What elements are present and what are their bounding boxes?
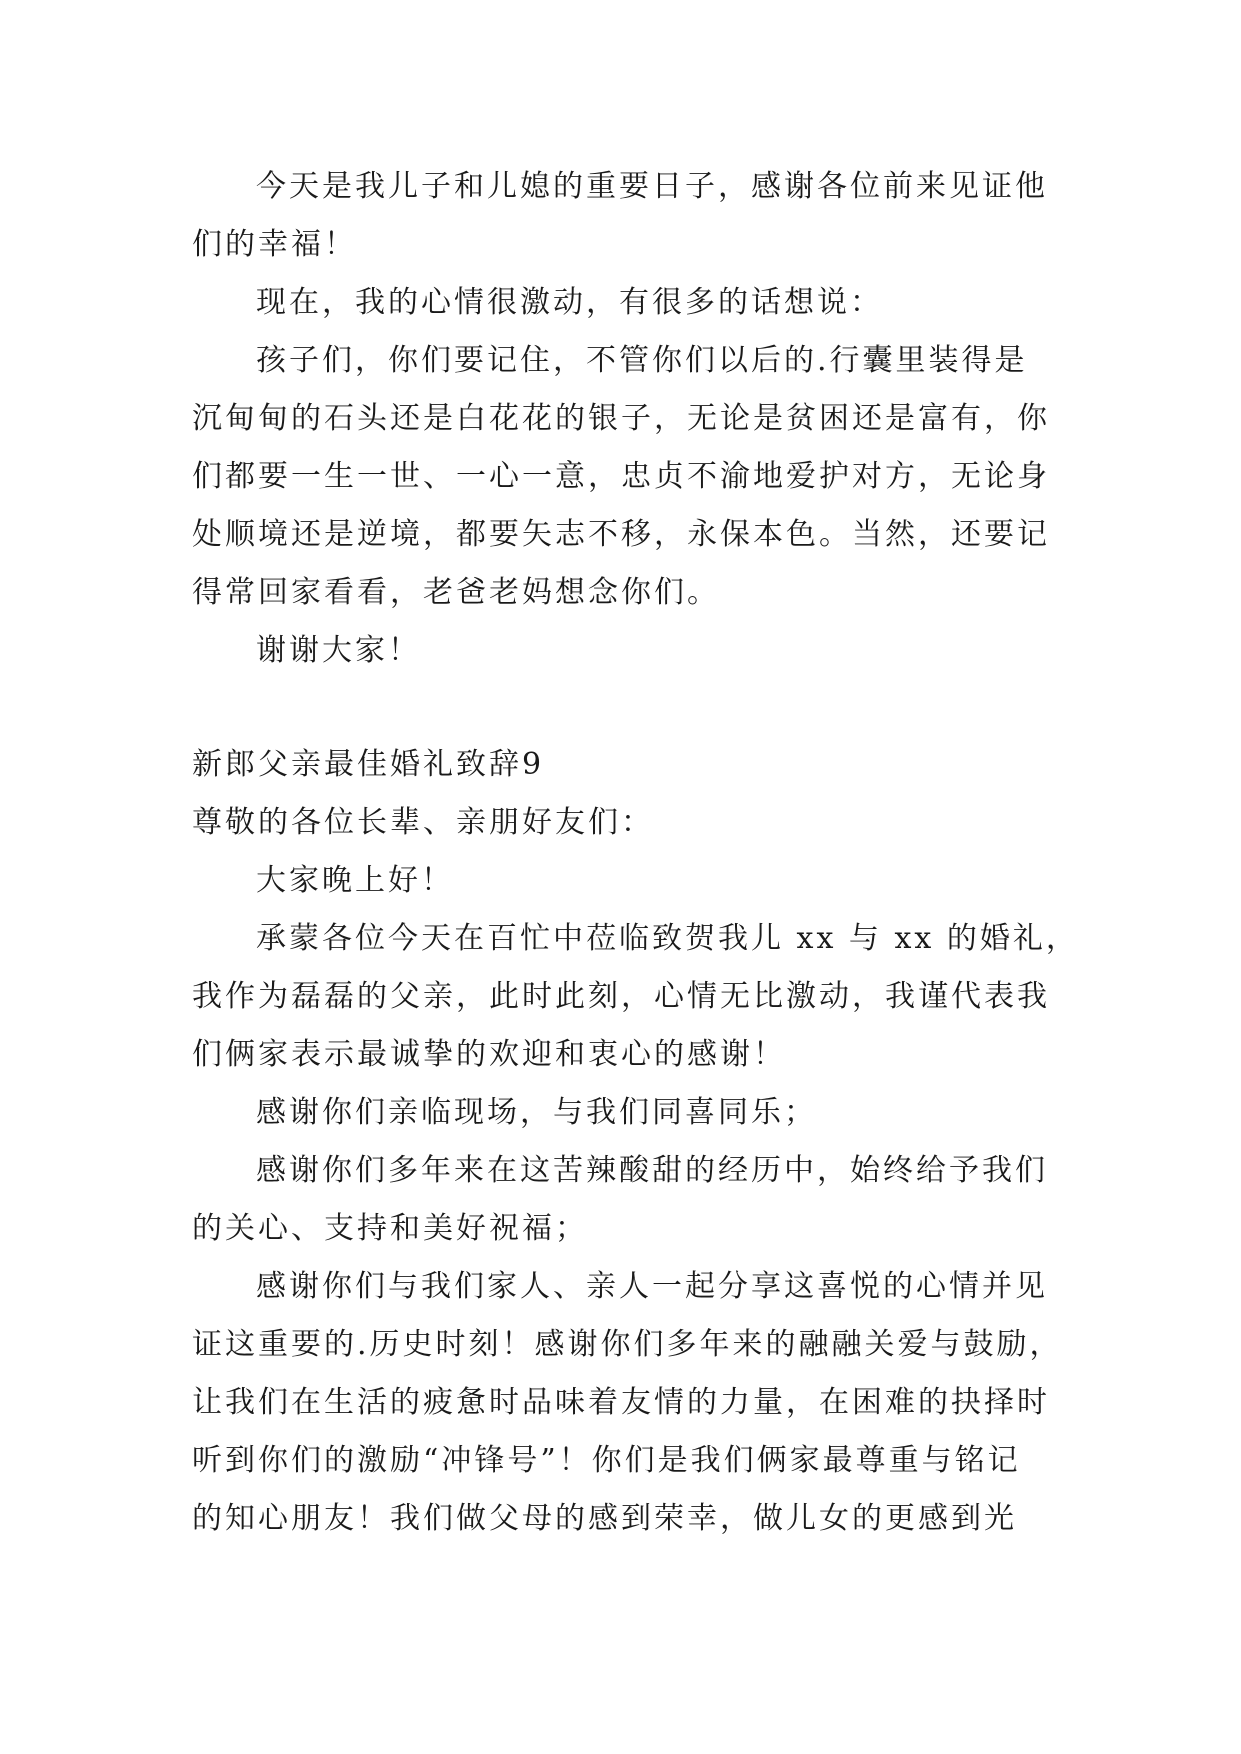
text-line: 们的幸福！ (192, 227, 357, 262)
section-title: 新郎父亲最佳婚礼致辞9 (192, 747, 545, 782)
paragraph-advice (192, 332, 1060, 622)
paragraph-welcome (192, 910, 1079, 1084)
text-line: 孩子们，你们要记住，不管你们以后的.行囊里装得是 (256, 343, 1028, 378)
text-line: 们都要一生一世、一心一意，忠贞不渝地爱护对方，无论身 (192, 459, 1050, 494)
text-line: 听到你们的激励“冲锋号”！你们是我们俩家最尊重与铭记 (192, 1443, 1021, 1478)
paragraph-thanks (192, 622, 1060, 680)
paragraph-gratitude (192, 158, 1060, 274)
text-line: 感谢你们亲临现场，与我们同喜同乐； (256, 1095, 817, 1130)
text-line: 今天是我儿子和儿媳的重要日子，感谢各位前来见证他 (256, 169, 1048, 204)
text-line: 沉甸甸的石头还是白花花的银子，无论是贫困还是富有，你 (192, 401, 1050, 436)
paragraph-feelings (192, 274, 1060, 332)
paragraph-greeting (192, 852, 1060, 910)
text-line: 大家晚上好！ (256, 863, 454, 898)
text-line: 证这重要的.历史时刻！感谢你们多年来的融融关爱与鼓励， (192, 1327, 1063, 1362)
text-line: 谢谢大家！ (256, 633, 421, 668)
text-line: 感谢你们多年来在这苦辣酸甜的经历中，始终给予我们 (256, 1153, 1048, 1188)
section-spacer (192, 680, 1060, 736)
paragraph-thanks-sharing (192, 1258, 1063, 1548)
text-line: 现在，我的心情很激动，有很多的话想说： (256, 285, 883, 320)
text-line: 处顺境还是逆境，都要矢志不移，永保本色。当然，还要记 (192, 517, 1050, 552)
document-body (192, 158, 1079, 1548)
text-line: 的知心朋友！我们做父母的感到荣幸，做儿女的更感到光 (192, 1501, 1017, 1536)
text-line: 我作为磊磊的父亲，此时此刻，心情无比激动，我谨代表我 (192, 979, 1050, 1014)
text-line: 的关心、支持和美好祝福； (192, 1211, 588, 1246)
text-line: 让我们在生活的疲惫时品味着友情的力量，在困难的抉择时 (192, 1385, 1050, 1420)
salutation: 尊敬的各位长辈、亲朋好友们： (192, 805, 654, 840)
text-line: 们俩家表示最诚挚的欢迎和衷心的感谢！ (192, 1037, 786, 1072)
text-line: 承蒙各位今天在百忙中莅临致贺我儿 xx 与 xx 的婚礼， (256, 921, 1079, 956)
text-line: 感谢你们与我们家人、亲人一起分享这喜悦的心情并见 (256, 1269, 1048, 1304)
text-line: 得常回家看看，老爸老妈想念你们。 (192, 575, 720, 610)
paragraph-thanks-support (192, 1142, 1060, 1258)
paragraph-thanks-presence (192, 1084, 1060, 1142)
